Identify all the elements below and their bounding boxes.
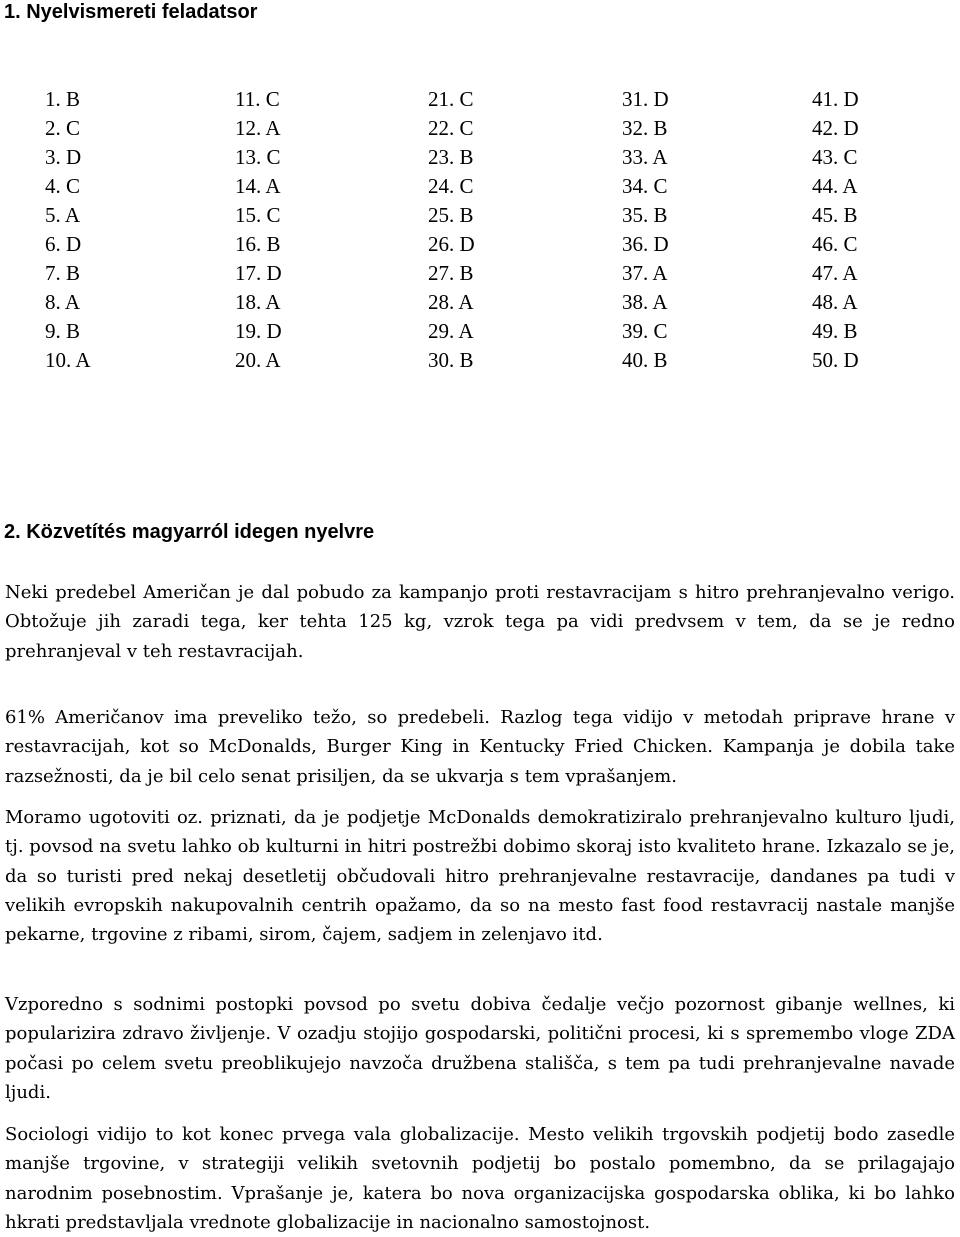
- answer-item: 20. A: [235, 348, 281, 372]
- answer-column-5: [812, 85, 922, 375]
- answer-column-4: [622, 85, 732, 375]
- paragraph-3: Moramo ugotoviti oz. priznati, da je podjetje McDonalds demokratiziralo prehranjevalno kulturo ljudi, tj. povsod na svetu lahko ob kulturni in hitri postrežbi dobimo skoraj isto kvaliteto hrane. Izkazalo se je, da so turisti pred nekaj desetletij občudovali hitro prehranjevalne restavracije, dandanes pa tudi v velikih evropskih nakupovalnih centrih opažamo, da so na mesto fast food restavracij nastale manjše pekarne, trgovine z ribami, sirom, čajem, sadjem in zelenjavo itd.: [5, 807, 955, 946]
- answer-item: 19. D: [235, 319, 282, 343]
- answer-column-3: [428, 85, 538, 375]
- answer-item: 24. C: [428, 174, 474, 198]
- answer-item: 36. D: [622, 232, 669, 256]
- answer-item: 47. A: [812, 261, 858, 285]
- answer-item: 22. C: [428, 116, 474, 140]
- answer-item: 27. B: [428, 261, 474, 285]
- paragraph-4: Vzporedno s sodnimi postopki povsod po svetu dobiva čedalje večjo pozornost gibanje wellnes, ki popularizira zdravo življenje. V ozadju stojijo gospodarski, politični procesi, ki s spremembo vloge ZDA počasi po celem svetu preoblikujejo navzoča družbena stališča, s tem pa tudi prehranjevalne navade ljudi.: [5, 994, 955, 1103]
- answer-key-grid: [0, 85, 960, 375]
- answer-item: 26. D: [428, 232, 475, 256]
- answer-item: 17. D: [235, 261, 282, 285]
- answer-item: 35. B: [622, 203, 668, 227]
- answer-item: 14. A: [235, 174, 281, 198]
- section-1-heading: 1. Nyelvismereti feladatsor: [4, 1, 258, 23]
- answer-item: 2. C: [45, 116, 81, 140]
- answer-item: 23. B: [428, 145, 474, 169]
- answer-item: 28. A: [428, 290, 474, 314]
- answer-item: 39. C: [622, 319, 668, 343]
- answer-item: 16. B: [235, 232, 281, 256]
- answer-item: 10. A: [45, 348, 91, 372]
- answer-item: 32. B: [622, 116, 668, 140]
- answer-item: 4. C: [45, 174, 81, 198]
- answer-item: 41. D: [812, 87, 859, 111]
- answer-item: 31. D: [622, 87, 669, 111]
- answer-item: 21. C: [428, 87, 474, 111]
- answer-column-2: [235, 85, 345, 375]
- answer-item: 40. B: [622, 348, 668, 372]
- paragraph-1: Neki predebel Američan je dal pobudo za kampanjo proti restavracijam s hitro prehranjevalno verigo. Obtožuje jih zaradi tega, ker tehta 125 kg, vzrok tega pa vidi predvsem v tem, da se je redno prehranjeval v teh restavracijah.: [5, 582, 955, 662]
- answer-item: 50. D: [812, 348, 859, 372]
- answer-item: 5. A: [45, 203, 81, 227]
- answer-item: 34. C: [622, 174, 668, 198]
- answer-item: 49. B: [812, 319, 858, 343]
- answer-item: 18. A: [235, 290, 281, 314]
- answer-item: 8. A: [45, 290, 81, 314]
- answer-item: 3. D: [45, 145, 82, 169]
- answer-item: 7. B: [45, 261, 81, 285]
- answer-item: 1. B: [45, 87, 81, 111]
- answer-item: 46. C: [812, 232, 858, 256]
- answer-item: 29. A: [428, 319, 474, 343]
- answer-item: 38. A: [622, 290, 668, 314]
- answer-item: 44. A: [812, 174, 858, 198]
- answer-item: 30. B: [428, 348, 474, 372]
- paragraph-5: Sociologi vidijo to kot konec prvega vala globalizacije. Mesto velikih trgovskih podjetij bodo zasedle manjše trgovine, v strategiji velikih svetovnih podjetij bo postalo pomembno, da se prilagajajo narodnim posebnostim. Vprašanje je, katera bo nova organizacijska gospodarska oblika, ki bo lahko hkrati predstavljala vrednote globalizacije in nacionalno samostojnost.: [5, 1124, 955, 1233]
- answer-item: 6. D: [45, 232, 82, 256]
- answer-item: 48. A: [812, 290, 858, 314]
- answer-item: 11. C: [235, 87, 280, 111]
- answer-item: 12. A: [235, 116, 281, 140]
- answer-item: 43. C: [812, 145, 858, 169]
- answer-item: 33. A: [622, 145, 668, 169]
- answer-column-1: [45, 85, 155, 375]
- answer-item: 37. A: [622, 261, 668, 285]
- answer-item: 13. C: [235, 145, 281, 169]
- answer-item: 42. D: [812, 116, 859, 140]
- answer-item: 45. B: [812, 203, 858, 227]
- paragraph-2: 61% Američanov ima preveliko težo, so predebeli. Razlog tega vidijo v metodah priprave hrane v restavracijah, kot so McDonalds, Burger King in Kentucky Fried Chicken. Kampanja je dobila take razsežnosti, da je bil celo senat prisiljen, da se ukvarja s tem vprašanjem.: [5, 707, 955, 787]
- answer-item: 9. B: [45, 319, 81, 343]
- answer-item: 25. B: [428, 203, 474, 227]
- section-2-heading: 2. Közvetítés magyarról idegen nyelvre: [4, 521, 375, 543]
- answer-item: 15. C: [235, 203, 281, 227]
